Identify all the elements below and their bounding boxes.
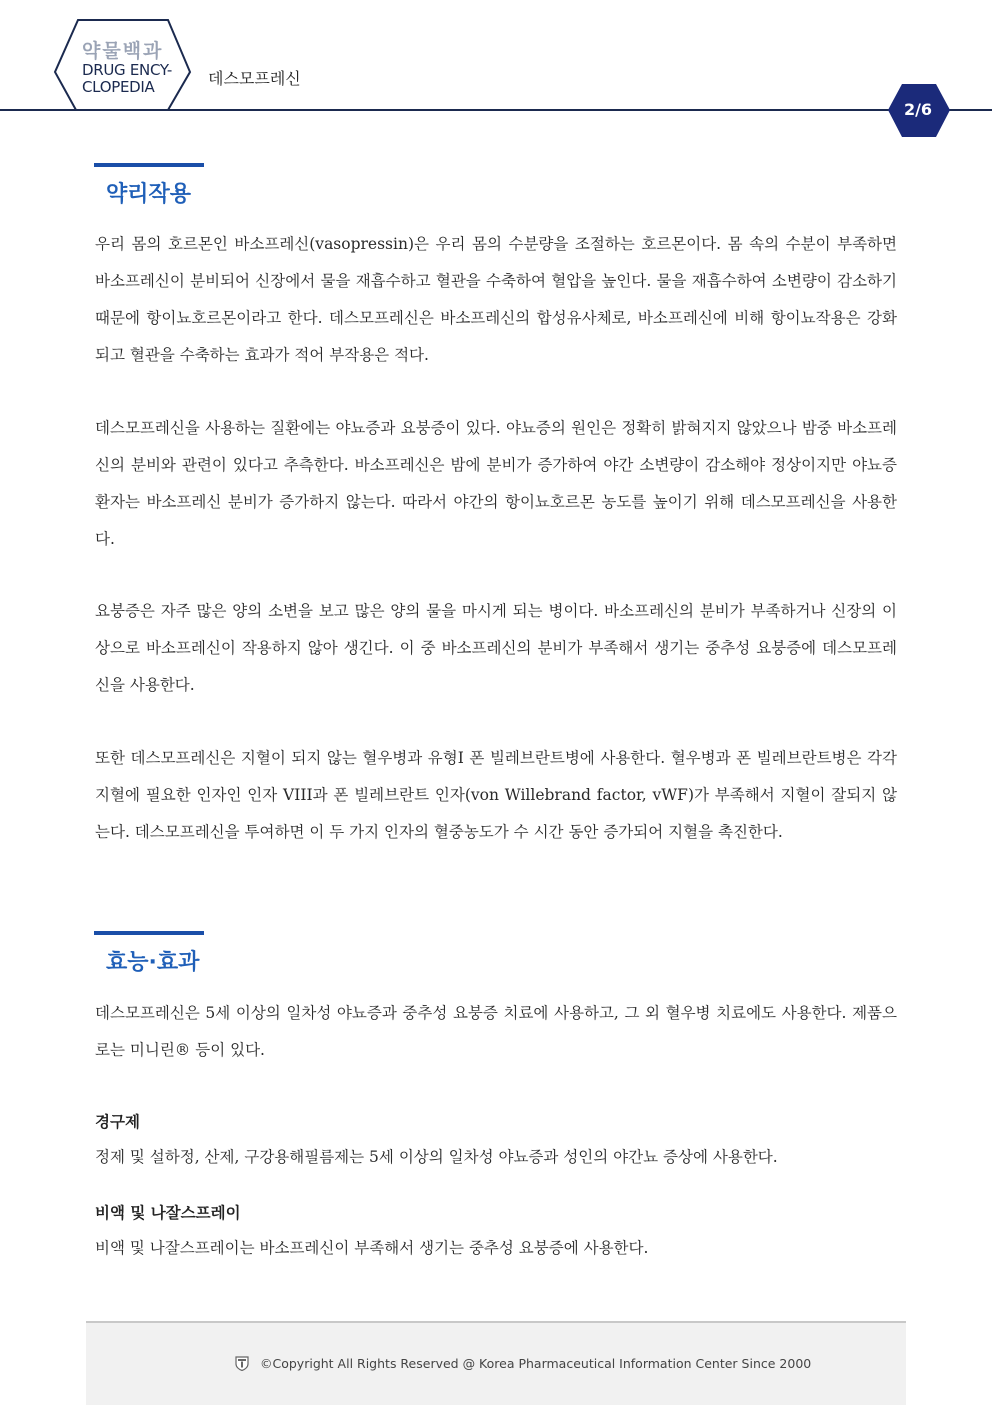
paragraph: 또한 데스모프레신은 지혈이 되지 않는 혈우병과 유형I 폰 빌레브란트병에 사용한다. 혈우병과 폰 빌레브란트병은 각각 지혈에 필요한 인자인 인자 VIII과 폰 빌레브란트 인자(von Willebrand factor, vWF)가 부족해서 지혈이 잘되지 않는다. 데스모프레신을 투여하면 이 두 가지 인자의 혈중농도가 수 시간 동안 증가되어 지혈을 촉진한다. [95, 749, 897, 841]
section-accent-bar [94, 931, 204, 935]
paragraph: 요붕증은 자주 많은 양의 소변을 보고 많은 양의 물을 마시게 되는 병이다. 바소프레신의 분비가 부족하거나 신장의 이상으로 바소프레신이 작용하지 않아 생긴다. 이 중 바소프레신의 분비가 부족해서 생기는 중추성 요붕증에 데스모프레신을 사용한다. [95, 602, 897, 694]
logo [74, 40, 184, 96]
copyright-row [234, 1355, 811, 1371]
section-efficacy-heading [94, 931, 204, 976]
copyright-text: ©Copyright All Rights Reserved @ Korea Pharmaceutical Information Center Since 2000 [260, 1355, 812, 1371]
nasal-text: 비액 및 나잘스프레이는 바소프레신이 부족해서 생기는 중추성 요붕증에 사용한다. [95, 1239, 649, 1257]
logo-english-line1: DRUG ENCY- [82, 61, 173, 79]
section-accent-bar [94, 163, 204, 167]
paragraph: 데스모프레신은 5세 이상의 일차성 야뇨증과 중추성 요붕증 치료에 사용하고, 그 외 혈우병 치료에도 사용한다. 제품으로는 미니린® 등이 있다. [95, 1004, 897, 1059]
section-title: 효능·효과 [106, 950, 200, 975]
page-footer [86, 1321, 906, 1405]
kpic-emblem-icon [234, 1355, 250, 1371]
paragraph: 데스모프레신을 사용하는 질환에는 야뇨증과 요붕증이 있다. 야뇨증의 원인은 정확히 밝혀지지 않았으나 밤중 바소프레신의 분비와 관련이 있다고 추측한다. 바소프레신은 밤에 분비가 증가하여 야간 소변량이 감소해야 정상이지만 야뇨증 환자는 바소프레신 분비가 증가하지 않는다. 따라서 야간의 항이뇨호르몬 농도를 높이기 위해 데스모프레신을 사용한다. [95, 419, 897, 548]
section-pharmacology-heading [94, 163, 204, 208]
nasal-heading: 비액 및 나잘스프레이 [95, 1204, 241, 1222]
page-header [0, 0, 992, 140]
oral-heading: 경구제 [95, 1113, 140, 1131]
logo-korean: 약물백과 [82, 40, 164, 62]
logo-english-line2: CLOPEDIA [82, 78, 155, 96]
paragraph: 우리 몸의 호르몬인 바소프레신(vasopressin)은 우리 몸의 수분량을 조절하는 호르몬이다. 몸 속의 수분이 부족하면 바소프레신이 분비되어 신장에서 물을 재흡수하고 혈관을 수축하여 혈압을 높인다. 물을 재흡수하여 소변량이 감소하기 때문에 항이뇨호르몬이라고 한다. 데스모프레신은 바소프레신의 합성유사체로, 바소프레신에 비해 항이뇨작용은 강화되고 혈관을 수축하는 효과가 적어 부작용은 적다. [95, 235, 897, 364]
page-number: 2/6 [903, 100, 933, 119]
document-title: 데스모프레신 [208, 69, 301, 88]
oral-text: 정제 및 설하정, 산제, 구강용해필름제는 5세 이상의 일차성 야뇨증과 성인의 야간뇨 증상에 사용한다. [95, 1148, 778, 1166]
section-title: 약리작용 [106, 182, 192, 207]
